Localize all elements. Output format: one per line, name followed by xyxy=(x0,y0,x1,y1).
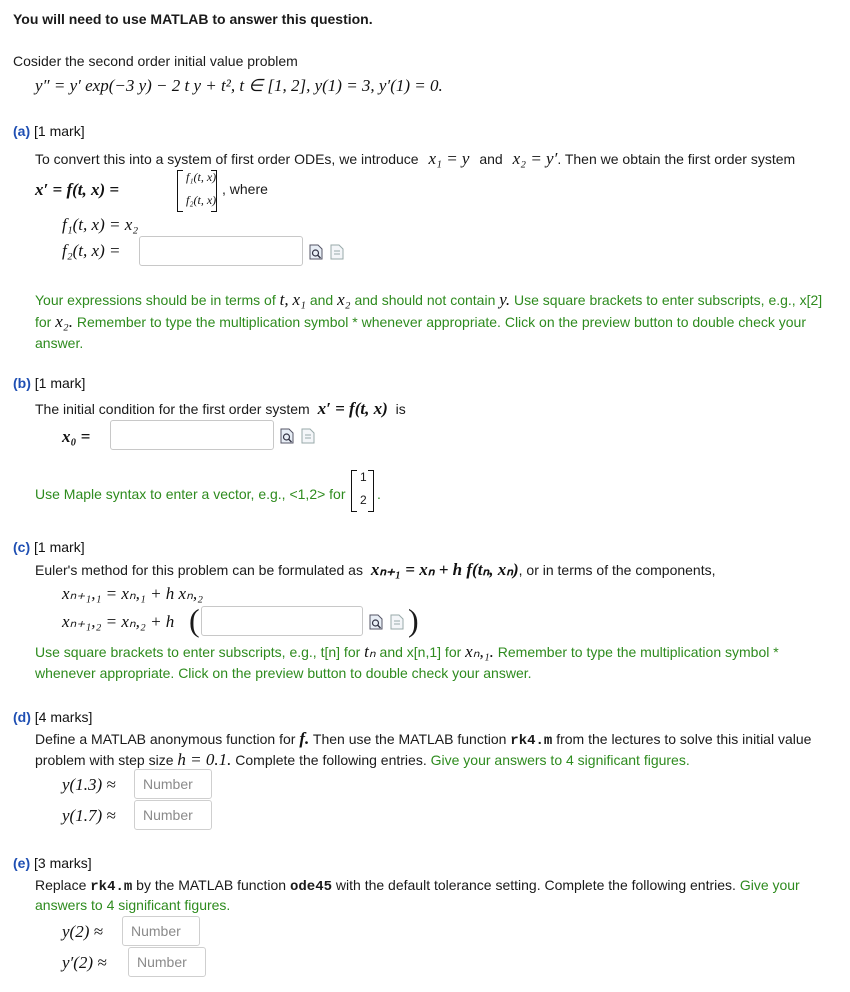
part-e-label: (e) xyxy=(13,855,31,871)
yprime2-input[interactable]: Number xyxy=(128,947,206,977)
part-c-text-1: Euler's method for this problem can be formulated as xyxy=(35,562,363,578)
hint-a-y: y. xyxy=(499,290,511,309)
hint-a-x1: x₁ xyxy=(292,290,306,309)
hint-a-3: Use square brackets to enter subscripts, e.g., xyxy=(514,292,796,308)
preview-icon[interactable] xyxy=(309,244,323,260)
part-a-intro xyxy=(35,149,795,169)
part-d-title xyxy=(13,709,92,725)
part-c-title xyxy=(13,539,85,555)
part-a-hint xyxy=(35,289,840,354)
hint-a-t: t, xyxy=(279,290,289,309)
hint-a-6: answer. xyxy=(35,335,84,351)
part-d-marks: [4 marks] xyxy=(34,709,93,725)
help-icon[interactable] xyxy=(330,244,344,260)
part-a-marks: [1 mark] xyxy=(34,123,85,139)
vector-f1: f₁(t, x) xyxy=(186,170,217,184)
part-c-text xyxy=(35,560,716,580)
part-b-period: . xyxy=(377,486,381,502)
part-a-intro-text: To convert this into a system of first order ODEs, we introduce xyxy=(35,151,419,167)
part-d-text-2a: problem with step size xyxy=(35,752,174,768)
part-d-text-2b: Complete the following entries. xyxy=(235,752,427,768)
euler-input[interactable] xyxy=(201,606,363,636)
q-y13-label: y(1.3) ≈ xyxy=(62,775,116,794)
step-size: h = 0.1. xyxy=(177,750,232,769)
part-b-system: x′ = f(t, x) xyxy=(317,399,388,418)
hint-c-tn: tₙ xyxy=(364,642,376,661)
hint-c-3: Remember to type the multiplication symbol * xyxy=(497,644,779,660)
part-c-hint xyxy=(35,641,840,684)
vector-left-bracket xyxy=(177,170,183,212)
vector-f2: f₂(t, x) xyxy=(186,193,217,207)
part-c-marks: [1 mark] xyxy=(34,539,85,555)
vector-right-bracket xyxy=(211,170,217,212)
part-e-text-1c: with the default tolerance setting. Complete the following entries. xyxy=(335,877,736,893)
part-b-text-main: The initial condition for the first order system xyxy=(35,401,310,417)
part-e-title xyxy=(13,855,92,871)
part-e-marks: [3 marks] xyxy=(34,855,92,871)
x0-input[interactable] xyxy=(110,420,274,450)
where-word: , where xyxy=(222,181,268,197)
code-ode45: ode45 xyxy=(290,879,333,895)
euler-line-1: xₙ₊₁,₁ = xₙ,₁ + h xₙ,₂ xyxy=(62,584,204,603)
part-d-label: (d) xyxy=(13,709,31,725)
part-e-sig-hint-1: Give your xyxy=(739,877,800,893)
x0-label: x₀ = xyxy=(62,427,91,446)
part-e-text-1b: by the MATLAB function xyxy=(136,877,287,893)
example-vector-2: 2 xyxy=(360,493,367,507)
and-word: and xyxy=(479,151,503,167)
q-y17-label: y(1.7) ≈ xyxy=(62,806,116,825)
part-c-text-2: , or in terms of the components, xyxy=(518,562,716,578)
euler-line-2: xₙ₊₁,₂ = xₙ,₂ + h xyxy=(62,612,175,631)
part-e-text-1a: Replace xyxy=(35,877,87,893)
part-d-text-1b: Then use the MATLAB function xyxy=(312,731,507,747)
example-vector-left-bracket xyxy=(351,470,357,512)
preview-icon[interactable] xyxy=(280,428,294,444)
part-d-sig-hint: Give your answers to 4 significant figures. xyxy=(430,752,690,768)
intro-text: Cosider the second order initial value problem xyxy=(13,53,298,69)
q-yprime2-label: y′(2) ≈ xyxy=(62,953,107,972)
hint-c-4: whenever appropriate. Click on the preview button to double check your answer. xyxy=(35,665,532,681)
left-paren: ( xyxy=(189,602,200,638)
part-e-text xyxy=(35,877,800,895)
part-b-label: (b) xyxy=(13,375,31,391)
help-icon[interactable] xyxy=(301,428,315,444)
part-d-text-2 xyxy=(35,750,690,770)
hint-a-and: and xyxy=(309,292,334,308)
system-lhs: x′ = f(t, x) = xyxy=(35,180,120,199)
part-a-intro-tail: . Then we obtain the first order system xyxy=(557,151,796,167)
part-a-title xyxy=(13,123,85,139)
y2-input[interactable]: Number xyxy=(122,916,200,946)
euler-formula: xₙ₊₁ = xₙ + h f(tₙ, xₙ) xyxy=(370,560,519,579)
part-e-sig-hint-2: answers to 4 significant figures. xyxy=(35,897,231,913)
part-b-marks: [1 mark] xyxy=(34,375,86,391)
right-paren: ) xyxy=(408,602,419,638)
part-b-hint: Use Maple syntax to enter a vector, e.g., <1,2> for xyxy=(35,486,346,502)
x1-definition: x₁ = y xyxy=(428,149,470,168)
y17-input[interactable]: Number xyxy=(134,800,212,830)
part-d-f: f. xyxy=(299,729,310,748)
code-rk4: rk4.m xyxy=(510,733,553,749)
ivp-equation: y″ = y′ exp(−3 y) − 2 t y + t², t ∈ [1, 2], y(1) = 3, y′(1) = 0. xyxy=(35,76,443,95)
part-a-label: (a) xyxy=(13,123,31,139)
part-d-text-1c: from the lectures to solve this initial value xyxy=(556,731,812,747)
hint-a-1: Your expressions should be in terms of xyxy=(35,292,276,308)
part-b-text xyxy=(35,399,406,419)
part-c-label: (c) xyxy=(13,539,31,555)
hint-c-2: and x[n,1] for xyxy=(379,644,462,660)
code-rk4-e: rk4.m xyxy=(90,879,133,895)
f2-line: f₂(t, x) = xyxy=(62,241,121,260)
example-vector-1: 1 xyxy=(360,470,367,484)
help-icon[interactable] xyxy=(390,614,404,630)
part-b-title xyxy=(13,375,85,391)
f2-input[interactable] xyxy=(139,236,303,266)
part-d-text-1a: Define a MATLAB anonymous function for xyxy=(35,731,296,747)
part-d-text-1 xyxy=(35,729,811,749)
part-b-is: is xyxy=(395,401,406,417)
hint-a-x2: x₂ xyxy=(337,290,351,309)
q-y2-label: y(2) ≈ xyxy=(62,922,103,941)
f1-line: f₁(t, x) = x₂ xyxy=(62,215,139,234)
hint-c-xn1: xₙ,₁. xyxy=(465,642,494,661)
hint-a-x2b: x₂. xyxy=(55,312,73,331)
preview-icon[interactable] xyxy=(369,614,383,630)
question-notice: You will need to use MATLAB to answer this question. xyxy=(13,11,373,27)
x2-definition: x₂ = y′ xyxy=(512,149,558,168)
hint-c-1: Use square brackets to enter subscripts, e.g., t[n] for xyxy=(35,644,361,660)
hint-a-4: x[2] for xyxy=(35,292,823,330)
hint-a-5: Remember to type the multiplication symbol * whenever appropriate. Click on the preview button to double check your xyxy=(76,314,806,330)
hint-a-2: and should not contain xyxy=(354,292,496,308)
example-vector-right-bracket xyxy=(368,470,374,512)
y13-input[interactable]: Number xyxy=(134,769,212,799)
